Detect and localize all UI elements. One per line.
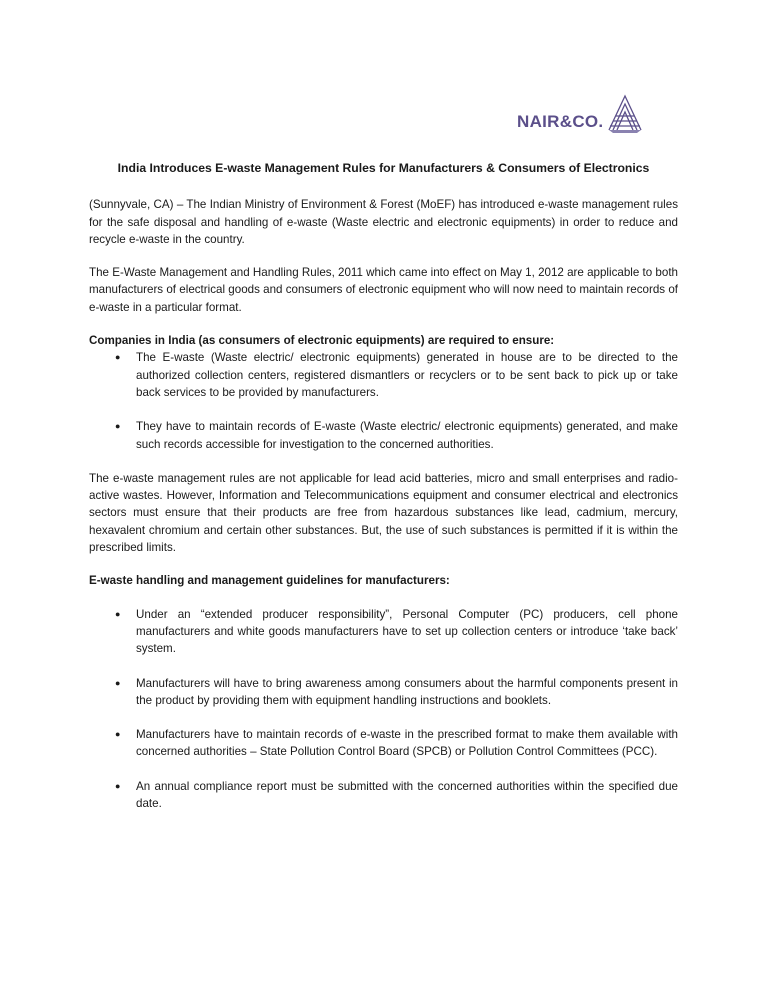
list-item [89,675,678,710]
list-item-text: Manufacturers have to maintain records of e-waste in the prescribed format to make them available with concerned authorities – State Pollution Control Board (SPCB) or Pollution Control Committees (PCC). [136,728,678,759]
companies-heading: Companies in India (as consumers of electronic equipments) are required to ensure: [89,334,555,348]
logo-text: NAIR&CO. [517,112,604,131]
bullet-icon: ● [115,421,121,432]
bullet-icon: ● [115,677,121,688]
list-item [89,726,678,761]
list-item-text: An annual compliance report must be submitted with the concerned authorities within the specified due date. [136,779,678,811]
list-item [89,778,678,813]
list-item-text: They have to maintain records of E-waste (Waste electric/ electronic equipments) generated, and make such records accessible for investigation to the concerned authorities. [136,420,678,451]
list-item-text: Under an “extended producer responsibility”, Personal Computer (PC) producers, cell phone manufacturers and white goods manufacturers have to set up collection centers or introduce ‘take back’ system. [136,607,678,656]
list-item [89,606,678,658]
document-title: India Introduces E-waste Management Rules for Manufacturers & Consumers of Electronics [117,161,650,175]
manufacturers-list [89,606,678,813]
bullet-icon: ● [115,608,121,619]
rules-paragraph: The E-Waste Management and Handling Rules, 2011 which came into effect on May 1, 2012 are applicable to both manufacturers of electrical goods and consumers of electronic equipment who will now need to maintain records of e-waste in a particular format. [89,266,678,314]
list-item-text: The E-waste (Waste electric/ electronic equipments) generated in house are to be directed to the authorized collection centers, registered dismantlers or recyclers or to be sent back to pick up or take back services to be provided by manufacturers. [136,351,678,399]
bullet-icon: ● [115,352,121,363]
list-item-text: Manufacturers will have to bring awareness among consumers about the harmful components present in the product by providing them with equipment handling instructions and booklets. [136,676,678,707]
company-logo [517,94,643,134]
intro-paragraph: (Sunnyvale, CA) – The Indian Ministry of Environment & Forest (MoEF) has introduced e-waste management rules for the safe disposal and handling of e-waste (Waste electric and electronic equipments) in order to reduce and recycle e-waste in the country. [89,198,678,246]
bullet-icon: ● [115,780,121,791]
logo-pyramid-icon [607,94,643,134]
exemptions-paragraph: The e-waste management rules are not applicable for lead acid batteries, micro and small enterprises and radio-active wastes. However, Information and Telecommunications equipment and consumer electrical and electronics sectors must ensure that their products are free from hazardous substances like lead, cadmium, mercury, hexavalent chromium and certain other substances. But, the use of such substances is permitted if it is within the prescribed limits. [89,471,678,555]
document-body [89,160,678,829]
companies-list [89,349,678,452]
list-item [89,349,678,401]
list-item [89,418,678,453]
bullet-icon: ● [115,729,121,740]
manufacturers-heading: E-waste handling and management guidelines for manufacturers: [89,574,450,588]
